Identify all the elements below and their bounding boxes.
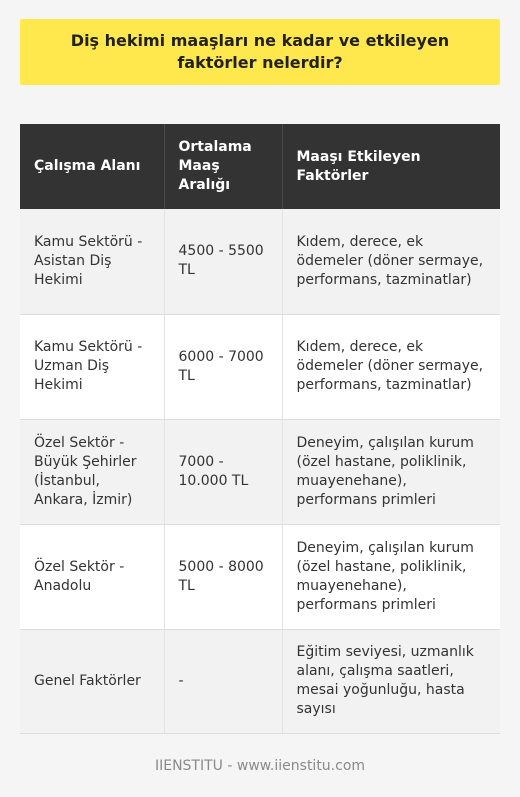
cell-work-area: Genel Faktörler: [20, 629, 164, 733]
cell-salary-range: 4500 - 5500 TL: [164, 209, 282, 314]
salary-table: [20, 124, 500, 734]
cell-salary-range: 7000 - 10.000 TL: [164, 419, 282, 524]
table-row: [20, 419, 500, 524]
table-header-row: [20, 124, 500, 209]
cell-work-area: Özel Sektör - Anadolu: [20, 524, 164, 629]
cell-factors: Deneyim, çalışılan kurum (özel hastane, poliklinik, muayenehane), performans primleri: [282, 419, 500, 524]
table-row: [20, 314, 500, 419]
page-title: Diş hekimi maaşları ne kadar ve etkileyen faktörler nelerdir?: [70, 31, 450, 72]
cell-salary-range: 5000 - 8000 TL: [164, 524, 282, 629]
cell-work-area: Özel Sektör - Büyük Şehirler (İstanbul, Ankara, İzmir): [20, 419, 164, 524]
cell-factors: Kıdem, derece, ek ödemeler (döner sermaye, performans, tazminatlar): [282, 314, 500, 419]
cell-salary-range: -: [164, 629, 282, 733]
header-factors: Maaşı Etkileyen Faktörler: [282, 124, 500, 209]
cell-factors: Eğitim seviyesi, uzmanlık alanı, çalışma saatleri, mesai yoğunluğu, hasta sayısı: [282, 629, 500, 733]
cell-work-area: Kamu Sektörü - Asistan Diş Hekimi: [20, 209, 164, 314]
table-row: [20, 209, 500, 314]
cell-factors: Deneyim, çalışılan kurum (özel hastane, poliklinik, muayenehane), performans primleri: [282, 524, 500, 629]
table-row: [20, 524, 500, 629]
cell-salary-range: 6000 - 7000 TL: [164, 314, 282, 419]
header-salary-range: Ortalama Maaş Aralığı: [164, 124, 282, 209]
footer-source: IIENSTITU - www.iienstitu.com: [154, 758, 366, 774]
cell-work-area: Kamu Sektörü - Uzman Diş Hekimi: [20, 314, 164, 419]
header-work-area: Çalışma Alanı: [20, 124, 164, 209]
page-title-banner: [20, 19, 500, 85]
table-row: [20, 629, 500, 733]
cell-factors: Kıdem, derece, ek ödemeler (döner sermaye, performans, tazminatlar): [282, 209, 500, 314]
